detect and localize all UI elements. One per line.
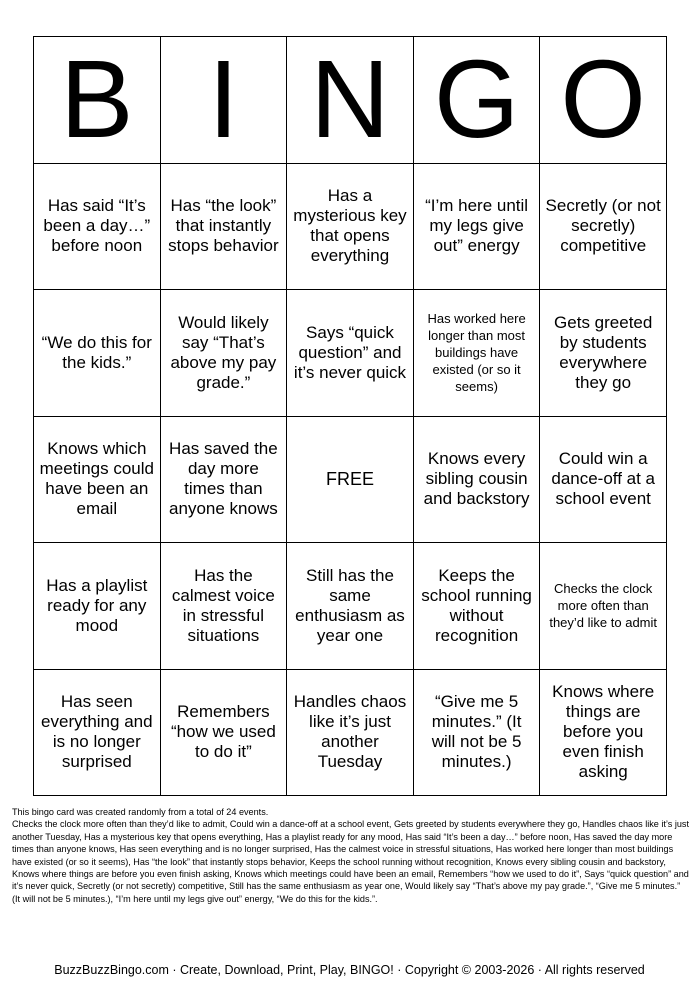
copyright-footer: BuzzBuzzBingo.com · Create, Download, Print, Play, BINGO! · Copyright © 2003-2026 · All rights reserved bbox=[54, 963, 645, 977]
bingo-cell bbox=[540, 290, 667, 417]
cell-text: Has a mysterious key that opens everything bbox=[293, 186, 407, 266]
cell-text: Says “quick question” and it’s never quick bbox=[293, 322, 407, 382]
bingo-cell bbox=[287, 164, 414, 291]
cell-text: Remembers “how we used to do it” bbox=[170, 702, 276, 762]
bingo-cell bbox=[34, 164, 161, 291]
header-letter: O bbox=[560, 37, 646, 161]
header-letter: I bbox=[208, 37, 239, 161]
bingo-cell bbox=[161, 164, 288, 291]
bingo-cell bbox=[414, 670, 541, 797]
header-letter: G bbox=[433, 37, 520, 161]
bingo-cell bbox=[414, 164, 541, 291]
bingo-cell bbox=[287, 543, 414, 670]
header-cell-g bbox=[414, 37, 541, 164]
header-cell-i bbox=[161, 37, 288, 164]
footnote-intro: This bingo card was created randomly from a total of 24 events. bbox=[12, 807, 269, 817]
cell-text: Has “the look” that instantly stops behavior bbox=[168, 196, 279, 256]
cell-text: Secretly (or not secretly) competitive bbox=[545, 196, 661, 256]
bingo-cell bbox=[161, 670, 288, 797]
cell-text: Could win a dance-off at a school event bbox=[551, 449, 656, 509]
bingo-card bbox=[33, 36, 667, 796]
cell-text: “I’m here until my legs give out” energy bbox=[425, 196, 529, 256]
cell-text: “Give me 5 minutes.” (It will not be 5 minutes.) bbox=[431, 692, 522, 772]
cell-text: Knows where things are before you even finish asking bbox=[552, 682, 655, 782]
header-letter: N bbox=[310, 37, 390, 161]
bingo-cell bbox=[161, 543, 288, 670]
header-cell-o bbox=[540, 37, 667, 164]
cell-text: Keeps the school running without recognition bbox=[421, 565, 532, 645]
cell-text: Has a playlist ready for any mood bbox=[46, 575, 148, 635]
bingo-cell bbox=[414, 417, 541, 544]
cell-text: Has saved the day more times than anyone knows bbox=[169, 439, 278, 519]
header-cell-b bbox=[34, 37, 161, 164]
cell-text: Would likely say “That’s above my pay grade.” bbox=[170, 312, 277, 392]
header-cell-n bbox=[287, 37, 414, 164]
cell-text: Knows every sibling cousin and backstory bbox=[423, 449, 530, 509]
bingo-cell bbox=[414, 543, 541, 670]
bingo-cell bbox=[540, 164, 667, 291]
bingo-cell bbox=[540, 417, 667, 544]
bingo-cell bbox=[34, 543, 161, 670]
cell-text: Has seen everything and is no longer surprised bbox=[41, 692, 153, 772]
bingo-cell bbox=[414, 290, 541, 417]
bingo-cell bbox=[540, 543, 667, 670]
cell-text: Checks the clock more often than they’d like to admit bbox=[549, 581, 658, 631]
bingo-cell bbox=[34, 417, 161, 544]
cell-text: Still has the same enthusiasm as year one bbox=[295, 565, 405, 645]
cell-text: Has the calmest voice in stressful situations bbox=[171, 565, 275, 645]
cell-text: “We do this for the kids.” bbox=[41, 332, 152, 372]
free-space bbox=[287, 417, 414, 544]
cell-text: Knows which meetings could have been an email bbox=[39, 439, 154, 519]
bingo-cell bbox=[34, 670, 161, 797]
cell-text: Gets greeted by students everywhere they go bbox=[554, 312, 653, 392]
bingo-cell bbox=[540, 670, 667, 797]
cell-text: Has said “It’s been a day…” before noon bbox=[43, 196, 151, 256]
header-letter: B bbox=[60, 37, 134, 161]
bingo-cell bbox=[161, 417, 288, 544]
bingo-cell bbox=[34, 290, 161, 417]
footnote-events: Checks the clock more often than they’d like to admit, Could win a dance-off at a school event, Gets greeted by students everywhere they go, Handles chaos like it’s just another Tuesday, Has a mysterious key that opens everything, Has a playlist ready for any mood, Has said “It’s been a day…” before noon, Has saved the day more times than anyone knows, Has seen everything and is no longer surprised, Has the calmest voice in stressful situations, Has worked here longer than most buildings have existed (or so it seems), Has “the look” that instantly stops behavior, Keeps the school running without recognition, Knows every sibling cousin and backstory, Knows where things are before you even finish asking, Knows which meetings could have been an email, Remembers “how we used to do it”, Says “quick question” and it’s never quick, Secretly (or not secretly) competitive, Still has the same enthusiasm as year one, Would likely say “That’s above my pay grade.”, “Give me 5 minutes.” (It will not be 5 minutes.), “I’m here until my legs give out” energy, “We do this for the kids.”. bbox=[12, 819, 690, 904]
event-list-footnote bbox=[12, 806, 690, 905]
bingo-cell bbox=[161, 290, 288, 417]
free-space-label: FREE bbox=[325, 469, 374, 490]
cell-text: Handles chaos like it’s just another Tuesday bbox=[293, 692, 407, 772]
cell-text: Has worked here longer than most buildings have existed (or so it seems) bbox=[427, 311, 526, 395]
bingo-cell bbox=[287, 290, 414, 417]
bingo-cell bbox=[287, 670, 414, 797]
